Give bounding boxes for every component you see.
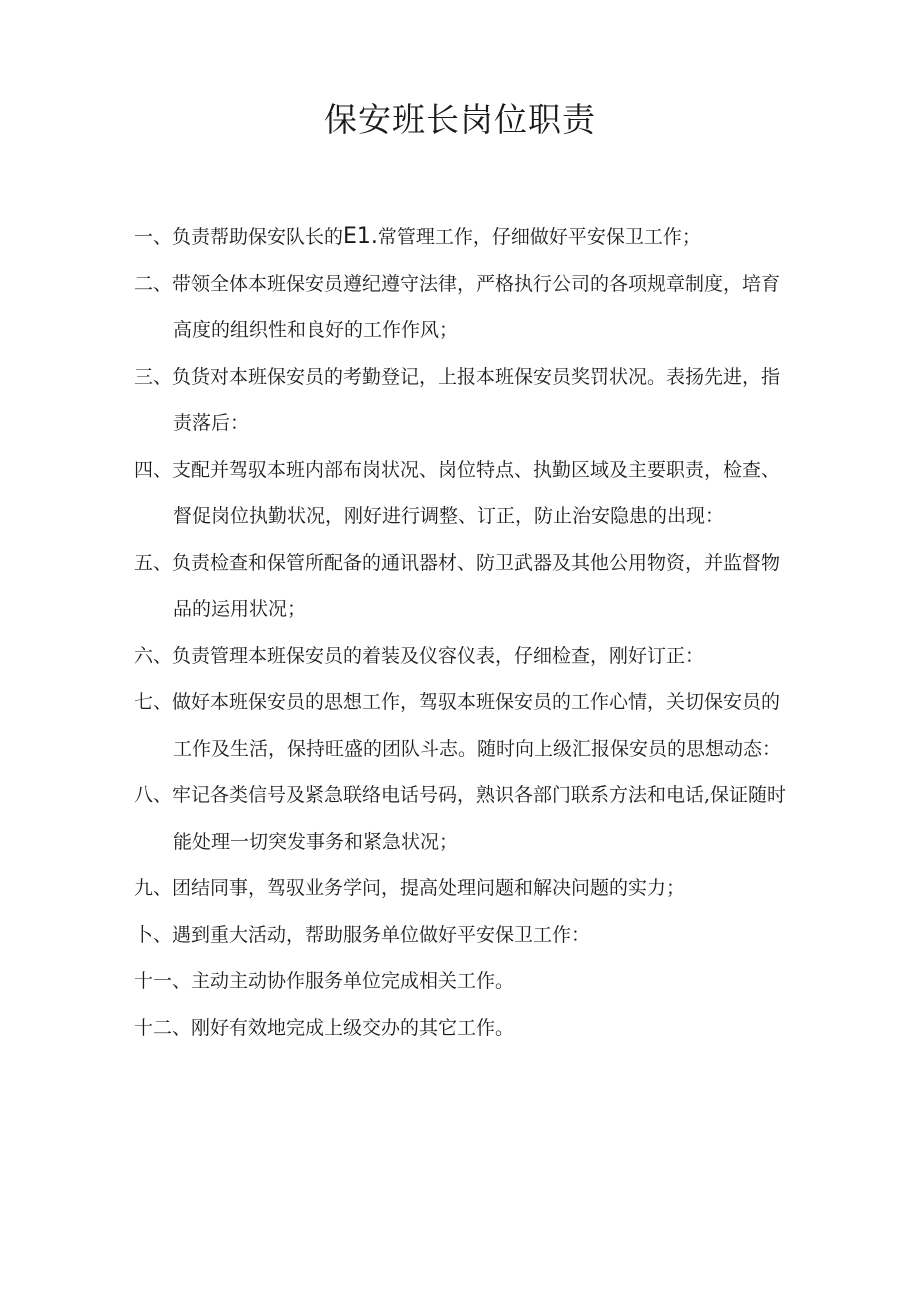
item-text: 带领全体本班保安员遵纪遵守法律，严格执行公司的各项规章制度，培育高度的组织性和良好的工作作风； — [172, 272, 781, 341]
list-item — [134, 540, 794, 633]
item-text: 常管理工作，仔细做好平安保卫工作； — [377, 226, 701, 248]
item-text: 遇到重大活动，帮助服务单位做好平安保卫工作： — [172, 923, 591, 946]
item-text: 做好本班保安员的思想工作，驾驭本班保安员的工作心情，关切保安员的工作及生活，保持旺盛的团队斗志。随时向上级汇报保安员的思想动态： — [172, 691, 782, 760]
list-item — [134, 772, 794, 865]
list-item — [134, 214, 794, 261]
item-text: 牢记各类信号及紧急联络电话号码，熟识各部门联系方法和电话,保证随时能处理一切突发事务和紧急状况； — [172, 784, 787, 853]
list-item — [134, 261, 794, 354]
list-item — [134, 354, 794, 447]
item-text: 刚好有效地完成上级交办的其它工作。 — [191, 1016, 515, 1039]
item-text-prefix: 负责帮助保安队长的 — [172, 226, 344, 248]
item-number: 四、 — [134, 458, 173, 481]
list-item — [134, 1005, 794, 1052]
list-item — [134, 865, 794, 912]
item-number: 六、 — [134, 644, 173, 667]
item-number: 九、 — [134, 877, 173, 899]
list-item — [134, 633, 794, 680]
list-item — [134, 912, 794, 959]
item-number: 八、 — [134, 784, 173, 806]
list-item — [134, 447, 794, 540]
item-text: 主动主动协作服务单位完成相关工作。 — [191, 970, 515, 992]
item-number: 二、 — [134, 272, 173, 295]
item-text: 负责检查和保管所配备的通讯器材、防卫武器及其他公用物资，并监督物品的运用状况； — [172, 551, 781, 620]
item-number: 十一、 — [134, 970, 192, 992]
list-item — [134, 679, 794, 772]
item-text: 团结同事，驾驭业务学问，提高处理问题和解决问题的实力； — [172, 877, 686, 899]
document-title: 保安班长岗位职责 — [324, 100, 596, 139]
duty-list — [134, 214, 794, 1051]
item-text-latin: E1. — [343, 224, 378, 249]
item-number: 三、 — [134, 365, 173, 388]
item-text: 负责管理本班保安员的着装及仪容仪表，仔细检查，刚好订正： — [172, 644, 705, 667]
item-number: 五、 — [134, 551, 173, 574]
list-item — [134, 958, 794, 1005]
item-text: 支配并驾驭本班内部布岗状况、岗位特点、执勤区域及主要职责，检查、督促岗位执勤状况，刚好进行调整、订正，防止治安隐患的出现： — [172, 458, 781, 527]
item-number: 一、 — [134, 226, 173, 248]
item-number: 七、 — [134, 691, 173, 713]
item-number: 十二、 — [134, 1016, 192, 1039]
item-text: 负货对本班保安员的考勤登记，上报本班保安员奖罚状况。表扬先进，指责落后： — [172, 365, 781, 434]
item-number: 卜、 — [134, 923, 173, 946]
